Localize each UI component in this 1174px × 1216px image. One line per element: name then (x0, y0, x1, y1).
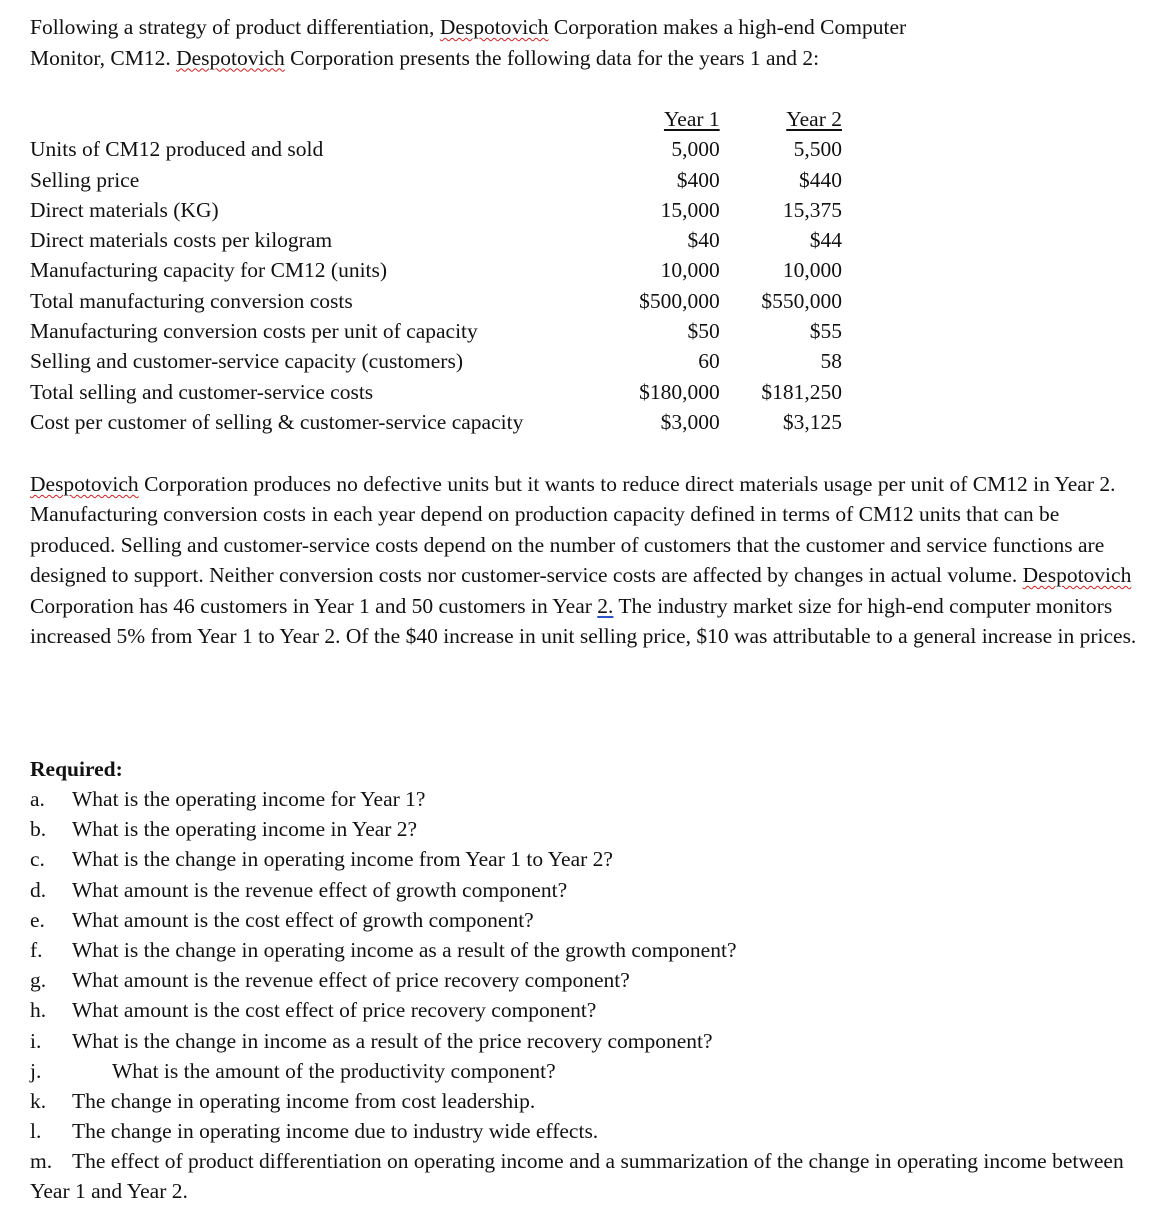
question-item (30, 1056, 1140, 1086)
question-text-content: The effect of product differentiation on operating income and a summarization of the change in operating income between Year 1 and Year 2. (30, 1149, 1124, 1204)
table-row (30, 134, 842, 164)
question-letter: k. (30, 1088, 47, 1113)
question-text: What amount is the cost effect of growth component? (72, 907, 534, 932)
table-row (30, 377, 842, 407)
intro-text: Monitor, CM12. (30, 45, 177, 70)
question-item (30, 814, 1140, 844)
question-text: What is the change in operating income as a result of the growth component? (72, 937, 737, 962)
company-name: Despotovich (1022, 563, 1132, 588)
question-letter: h. (30, 998, 47, 1023)
row-value-year1: $50 (687, 319, 720, 344)
question-text: What is the operating income for Year 1? (72, 787, 426, 811)
question-text: What is the change in operating income from Year 1 to Year 2? (72, 847, 613, 872)
row-value-year2: $55 (809, 319, 842, 344)
table-row (30, 195, 842, 225)
table-row (30, 255, 842, 285)
table-header-label (30, 104, 591, 134)
question-text: What is the operating income in Year 2? (72, 817, 418, 842)
question-letter: a. (30, 787, 45, 811)
row-value-year2: 15,375 (782, 197, 842, 222)
question-letter: g. (30, 968, 47, 993)
company-name: Despotovich (30, 472, 139, 496)
table-header-year2: Year 2 (786, 107, 842, 131)
row-label: Units of CM12 produced and sold (30, 137, 324, 162)
question-letter: i. (30, 1028, 42, 1053)
table-row (30, 316, 842, 346)
question-item (30, 784, 1140, 814)
question-letter: d. (30, 877, 47, 902)
document-page (30, 12, 1140, 1204)
question-text: What amount is the revenue effect of growth component? (72, 877, 568, 902)
row-value-year2: $181,250 (761, 379, 842, 404)
row-value-year2: 58 (820, 349, 842, 374)
row-value-year2: $3,125 (782, 409, 842, 434)
row-value-year1: $500,000 (639, 288, 720, 313)
question-text: What amount is the cost effect of price recovery component? (72, 998, 597, 1023)
question-text: What is the amount of the productivity component? (112, 1058, 556, 1083)
row-label: Manufacturing conversion costs per unit of capacity (30, 319, 478, 344)
question-letter: e. (30, 907, 45, 932)
question-text: The change in operating income due to industry wide effects. (72, 1119, 599, 1144)
question-text: What amount is the revenue effect of price recovery component? (72, 968, 630, 993)
row-value-year1: 15,000 (660, 197, 720, 222)
intro-text: Corporation makes a high-end Computer (548, 15, 907, 39)
row-value-year1: $400 (676, 167, 720, 192)
question-list (30, 784, 1140, 1207)
row-value-year1: 10,000 (660, 258, 720, 283)
intro-paragraph (30, 12, 1140, 73)
question-letter: b. (30, 817, 47, 842)
row-label: Direct materials costs per kilogram (30, 228, 333, 253)
row-value-year1: $40 (687, 228, 720, 253)
question-item (30, 1116, 1140, 1146)
row-label: Total selling and customer-service costs (30, 379, 374, 404)
table-row (30, 407, 842, 437)
data-table (30, 104, 842, 437)
row-value-year1: 60 (698, 349, 720, 374)
question-item (30, 844, 1140, 874)
year-two-marker: 2. (597, 593, 614, 618)
question-text: What is the change in income as a result of the price recovery component? (72, 1028, 713, 1053)
row-value-year1: $3,000 (660, 409, 720, 434)
question-letter: f. (30, 937, 43, 962)
question-item (30, 875, 1140, 905)
body-paragraph (30, 469, 1140, 651)
row-label: Selling and customer-service capacity (customers) (30, 349, 463, 374)
body-text: The industry market size for high-end computer monitors increased 5% from Year 1 to Year 2. Of the $40 increase in unit selling price, $10 was attributable to a general increase in prices. (30, 593, 1137, 649)
row-label: Cost per customer of selling & customer-service capacity (30, 409, 524, 434)
row-value-year2: $440 (799, 167, 842, 192)
company-name: Despotovich (439, 15, 549, 39)
table-header-year1: Year 1 (663, 107, 720, 131)
question-item (30, 1146, 1140, 1206)
row-value-year1: $180,000 (639, 379, 720, 404)
table-header-row (30, 104, 842, 134)
question-item (30, 965, 1140, 995)
row-value-year2: $550,000 (761, 288, 842, 313)
table-row (30, 286, 842, 316)
row-value-year2: $44 (809, 228, 842, 253)
intro-text: Corporation presents the following data for the years 1 and 2: (284, 45, 820, 70)
row-label: Manufacturing capacity for CM12 (units) (30, 258, 388, 283)
table-row (30, 165, 842, 195)
question-text (30, 1146, 1140, 1206)
row-label: Selling price (30, 167, 140, 192)
table-row (30, 346, 842, 376)
row-value-year1: 5,000 (671, 137, 720, 162)
question-text: The change in operating income from cost leadership. (72, 1088, 536, 1113)
intro-text: Following a strategy of product differentiation, (30, 15, 440, 39)
row-label: Total manufacturing conversion costs (30, 288, 353, 313)
row-label: Direct materials (KG) (30, 197, 219, 222)
question-item (30, 1026, 1140, 1056)
body-text: Corporation produces no defective units but it wants to reduce direct materials usage per unit of CM12 in Year 2. Manufacturing conversion costs in each year depend on production capacity defined in terms of CM12 units that can be produced. Selling and customer-service costs depend on the number of customers that the customer and service functions are designed to support. Neither conversion costs nor customer-service costs are affected by changes in actual volume. (30, 472, 1116, 588)
body-text: Corporation has 46 customers in Year 1 and 50 customers in Year (30, 593, 598, 618)
question-letter: j. (30, 1058, 42, 1083)
question-item (30, 1086, 1140, 1116)
table-row (30, 225, 842, 255)
company-name: Despotovich (176, 45, 285, 70)
required-section (30, 754, 1140, 1207)
question-letter: l. (30, 1119, 42, 1144)
question-item (30, 995, 1140, 1025)
row-value-year2: 5,500 (793, 137, 842, 162)
row-value-year2: 10,000 (782, 258, 842, 283)
question-item (30, 935, 1140, 965)
table-body (30, 134, 842, 437)
question-letter: c. (30, 847, 45, 872)
question-letter: m. (30, 1149, 53, 1174)
question-item (30, 905, 1140, 935)
required-title: Required: (30, 757, 123, 781)
